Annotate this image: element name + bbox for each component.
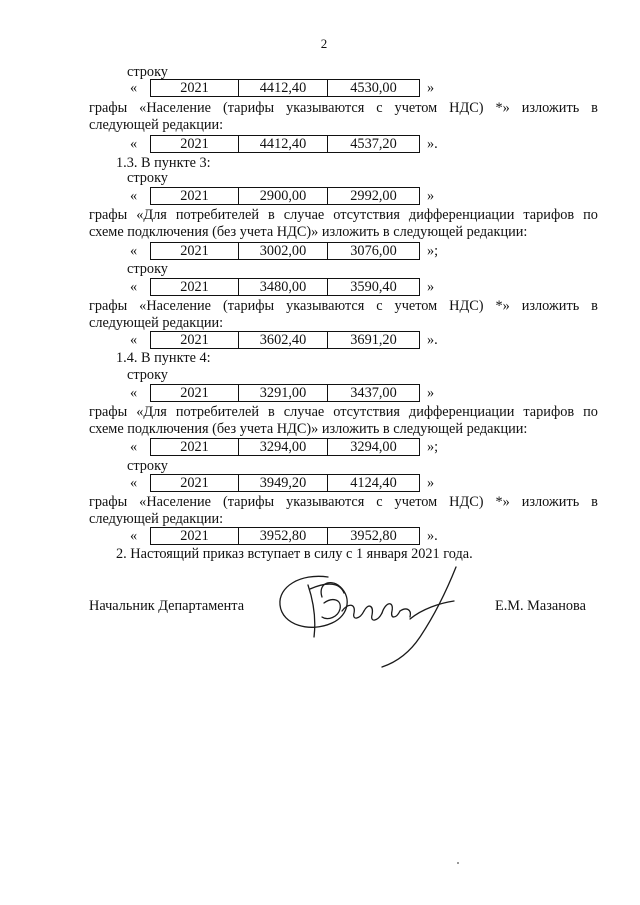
word: дифференциации [408, 404, 515, 420]
value-cell-1: 3294,00 [238, 439, 327, 455]
open-quote: « [130, 439, 138, 455]
year-cell: 2021 [180, 279, 209, 295]
close-quote: » [427, 475, 435, 491]
word: с [376, 494, 383, 510]
justified-line [89, 100, 598, 116]
value-cell-1: 4412,40 [238, 80, 327, 96]
table-cells [150, 331, 420, 349]
word: (тарифы [222, 494, 275, 510]
close-quote: »; [427, 243, 439, 259]
open-quote: « [130, 528, 138, 544]
close-quote: » [427, 385, 435, 401]
word: НДС) [449, 298, 484, 314]
close-quote: ». [427, 528, 438, 544]
signatory-position: Начальник Департамента [89, 598, 245, 614]
word: указываются [286, 494, 365, 510]
word: «Для [136, 404, 167, 420]
word: графы [89, 100, 128, 116]
item-heading: 1.3. В пункте 3: [116, 155, 211, 171]
value-cell-1: 3602,40 [238, 332, 327, 348]
value-cell-1: 2900,00 [238, 188, 327, 204]
year-cell: 2021 [180, 80, 209, 96]
word: в [268, 207, 275, 223]
word: в [591, 298, 598, 314]
word: учетом [394, 100, 438, 116]
word: с [376, 100, 383, 116]
word: указываются [286, 100, 365, 116]
word: в [591, 494, 598, 510]
year-cell: 2021 [180, 243, 209, 259]
value-cell-1: 4412,40 [238, 136, 327, 152]
word: тарифов [523, 207, 575, 223]
year-cell: 2021 [180, 188, 209, 204]
word: тарифов [523, 404, 575, 420]
value-cell-2: 3437,00 [327, 385, 419, 401]
table-cells [150, 384, 420, 402]
text-line: следующей редакции: [89, 511, 224, 527]
year-cell: 2021 [180, 136, 209, 152]
text-line: строку [127, 64, 168, 80]
text-line: строку [127, 367, 168, 383]
word: «Для [136, 207, 167, 223]
table-cells [150, 187, 420, 205]
item-2-text: 2. Настоящий приказ вступает в силу с 1 января 2021 года. [116, 546, 473, 562]
word: *» [495, 298, 510, 314]
word: «Население [139, 100, 211, 116]
word: по [583, 207, 598, 223]
word: потребителей [175, 207, 260, 223]
text-line: строку [127, 261, 168, 277]
scan-speck [457, 862, 459, 864]
word: указываются [286, 298, 365, 314]
table-cells [150, 135, 420, 153]
table-cells [150, 527, 420, 545]
page-number: 2 [320, 36, 328, 51]
justified-line [89, 298, 598, 314]
word: графы [89, 207, 128, 223]
word: НДС) [449, 494, 484, 510]
word: «Население [139, 298, 211, 314]
word: изложить [521, 298, 580, 314]
word: по [583, 404, 598, 420]
close-quote: » [427, 279, 435, 295]
word: в [591, 100, 598, 116]
close-quote: » [427, 80, 435, 96]
open-quote: « [130, 243, 138, 259]
text-line: строку [127, 170, 168, 186]
open-quote: « [130, 188, 138, 204]
value-cell-2: 4124,40 [327, 475, 419, 491]
value-cell-2: 3076,00 [327, 243, 419, 259]
word: изложить [521, 494, 580, 510]
year-cell: 2021 [180, 475, 209, 491]
value-cell-2: 3691,20 [327, 332, 419, 348]
word: (тарифы [222, 298, 275, 314]
word: изложить [521, 100, 580, 116]
word: случае [283, 207, 325, 223]
value-cell-1: 3952,80 [238, 528, 327, 544]
value-cell-1: 3949,20 [238, 475, 327, 491]
table-cells [150, 474, 420, 492]
word: (тарифы [222, 100, 275, 116]
word: случае [283, 404, 325, 420]
text-line: следующей редакции: [89, 117, 224, 133]
value-cell-1: 3002,00 [238, 243, 327, 259]
value-cell-2: 3590,40 [327, 279, 419, 295]
word: в [268, 404, 275, 420]
close-quote: ». [427, 332, 438, 348]
open-quote: « [130, 279, 138, 295]
word: учетом [394, 298, 438, 314]
word: графы [89, 298, 128, 314]
word: учетом [394, 494, 438, 510]
open-quote: « [130, 385, 138, 401]
close-quote: ». [427, 136, 438, 152]
word: «Население [139, 494, 211, 510]
close-quote: »; [427, 439, 439, 455]
text-line: схеме подключения (без учета НДС)» изложить в следующей редакции: [89, 421, 528, 437]
table-cells [150, 278, 420, 296]
value-cell-2: 4530,00 [327, 80, 419, 96]
table-cells [150, 79, 420, 97]
value-cell-2: 3294,00 [327, 439, 419, 455]
open-quote: « [130, 136, 138, 152]
word: *» [495, 100, 510, 116]
word: с [376, 298, 383, 314]
word: потребителей [175, 404, 260, 420]
year-cell: 2021 [180, 332, 209, 348]
open-quote: « [130, 80, 138, 96]
word: отсутствия [333, 404, 400, 420]
value-cell-2: 2992,00 [327, 188, 419, 204]
justified-line [89, 494, 598, 510]
open-quote: « [130, 475, 138, 491]
word: дифференциации [408, 207, 515, 223]
close-quote: » [427, 188, 435, 204]
word: графы [89, 404, 128, 420]
word: отсутствия [333, 207, 400, 223]
value-cell-2: 4537,20 [327, 136, 419, 152]
year-cell: 2021 [180, 385, 209, 401]
open-quote: « [130, 332, 138, 348]
year-cell: 2021 [180, 528, 209, 544]
year-cell: 2021 [180, 439, 209, 455]
word: *» [495, 494, 510, 510]
item-heading: 1.4. В пункте 4: [116, 350, 211, 366]
value-cell-1: 3291,00 [238, 385, 327, 401]
justified-line [89, 404, 598, 420]
signatory-name: Е.М. Мазанова [495, 598, 586, 614]
word: НДС) [449, 100, 484, 116]
text-line: строку [127, 458, 168, 474]
table-cells [150, 242, 420, 260]
word: графы [89, 494, 128, 510]
value-cell-1: 3480,00 [238, 279, 327, 295]
table-cells [150, 438, 420, 456]
text-line: следующей редакции: [89, 315, 224, 331]
handwritten-signature [270, 563, 470, 668]
text-line: схеме подключения (без учета НДС)» изложить в следующей редакции: [89, 224, 528, 240]
value-cell-2: 3952,80 [327, 528, 419, 544]
justified-line [89, 207, 598, 223]
